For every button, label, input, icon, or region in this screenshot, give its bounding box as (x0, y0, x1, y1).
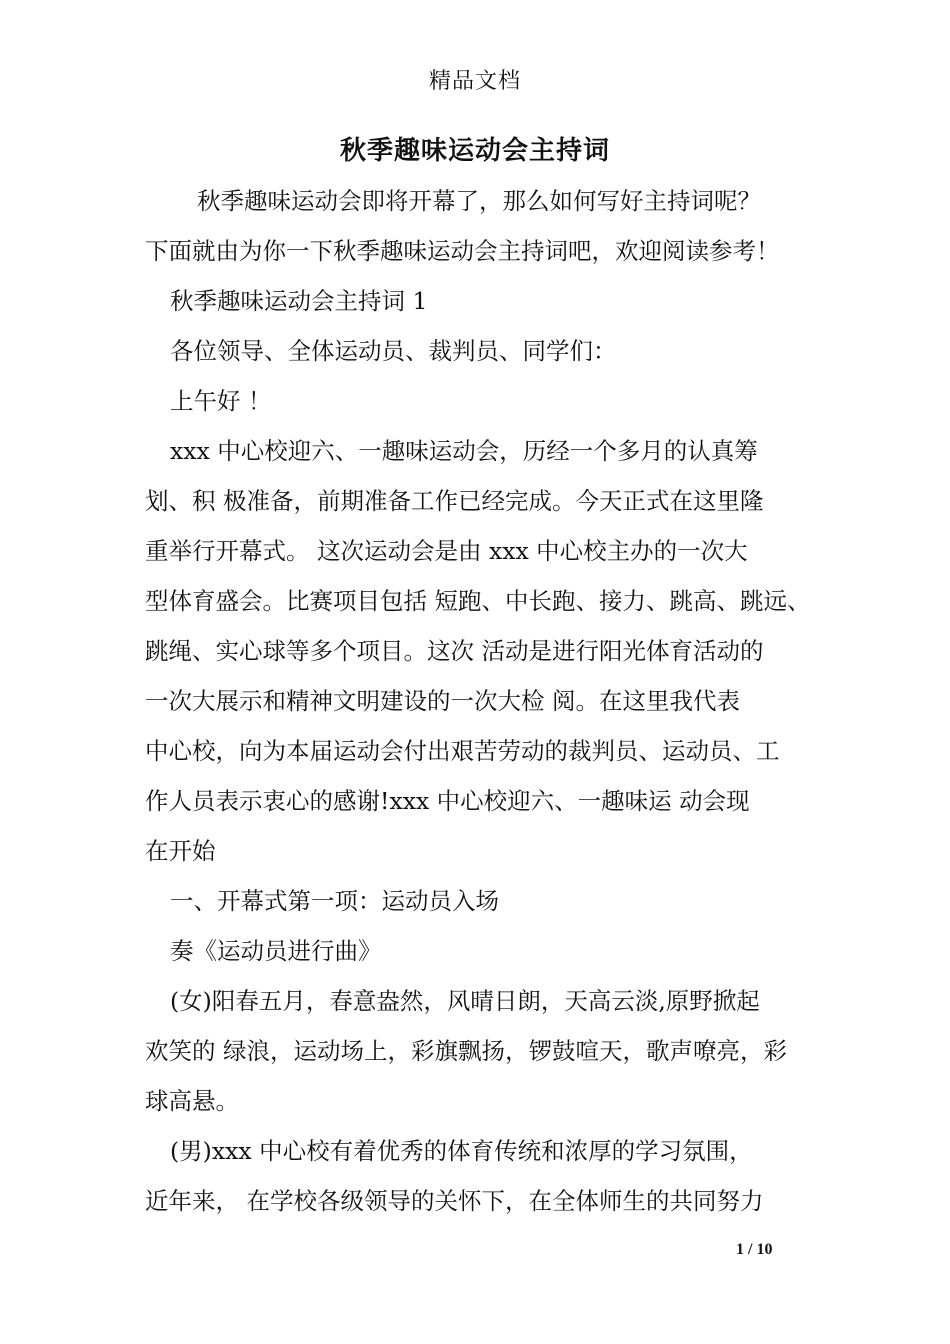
document-body (145, 176, 815, 1226)
body-line: 上午好 ！ (170, 387, 272, 415)
page-header: 精品文档 (428, 69, 521, 94)
body-line: 作人员表示衷心的感谢!xxx 中心校迎六、一趣味运 动会现 (145, 787, 750, 815)
body-line: 一、开幕式第一项：运动员入场 (170, 887, 499, 915)
body-line: 秋季趣味运动会即将开幕了，那么如何写好主持词呢？ (197, 187, 761, 215)
page-number: 1 / 10 (736, 1241, 773, 1258)
body-line: (男)xxx 中心校有着优秀的体育传统和浓厚的学习氛围， (170, 1137, 753, 1165)
body-line: (女)阳春五月，春意盎然，风晴日朗，天高云淡,原野掀起 (170, 987, 760, 1015)
body-line: 型体育盛会。比赛项目包括 短跑、中长跑、接力、跳高、跳远、 (145, 587, 811, 615)
section-heading: 秋季趣味运动会主持词 1 (170, 287, 428, 315)
body-line: 在开始 (145, 837, 216, 865)
body-line: 近年来， 在学校各级领导的关怀下，在全体师生的共同努力 (145, 1187, 764, 1215)
body-line: 奏《运动员进行曲》 (170, 937, 382, 965)
document-title: 秋季趣味运动会主持词 (339, 136, 610, 166)
body-line: 各位领导、全体运动员、裁判员、同学们： (170, 337, 617, 365)
body-line: 中心校，向为本届运动会付出艰苦劳动的裁判员、运动员、工 (145, 737, 780, 765)
body-line: 重举行开幕式。 这次运动会是由 xxx 中心校主办的一次大 (145, 537, 748, 565)
body-line: 一次大展示和精神文明建设的一次大检 阅。在这里我代表 (145, 687, 740, 715)
body-line: 欢笑的 绿浪，运动场上，彩旗飘扬，锣鼓喧天，歌声嘹亮，彩 (145, 1037, 787, 1065)
body-line: 球高悬。 (145, 1087, 239, 1115)
body-line: xxx 中心校迎六、一趣味运动会，历经一个多月的认真筹 (170, 437, 758, 465)
body-line: 跳绳、实心球等多个项目。这次 活动是进行阳光体育活动的 (145, 637, 764, 665)
body-line: 划、积 极准备，前期准备工作已经完成。今天正式在这里隆 (145, 487, 764, 515)
body-line: 下面就由为你一下秋季趣味运动会主持词吧，欢迎阅读参考！ (145, 237, 780, 265)
